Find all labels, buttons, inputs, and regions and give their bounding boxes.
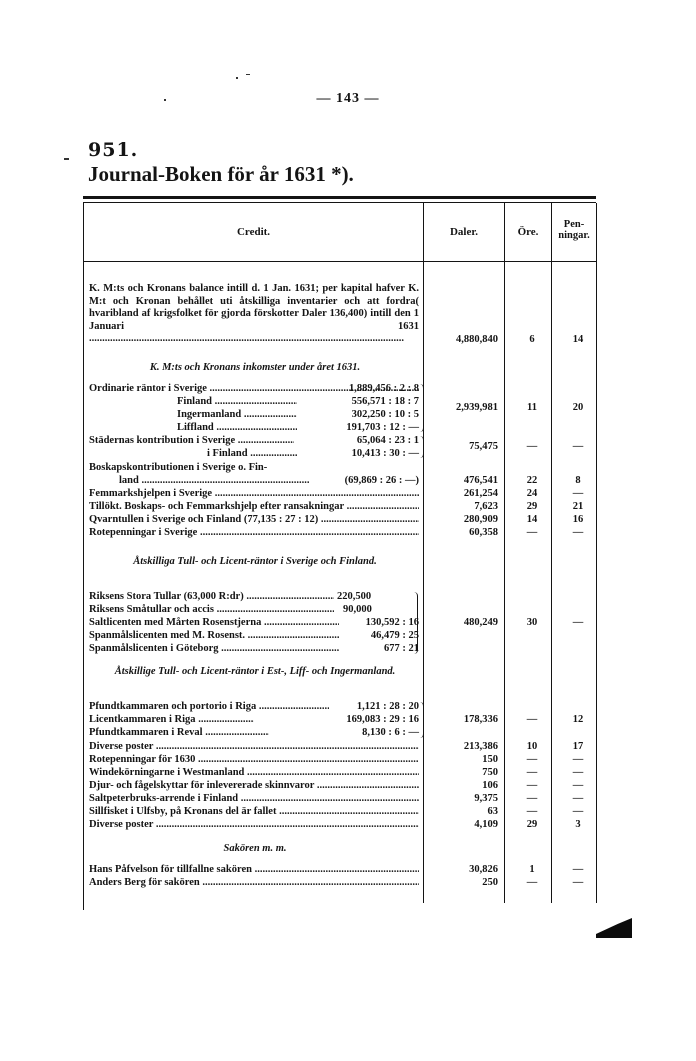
- section-heading-tolls-sweden: Åtskilliga Tull- och Licent-räntor i Sverige och Finland.: [133, 556, 377, 567]
- table-row: Boskapskontributionen i Sverige o. Fin-: [89, 462, 268, 473]
- table-row: Pfundtkammaren i Reval ..... 8,130 : 6 : —: [89, 726, 595, 739]
- ore-header: Öre.: [517, 226, 539, 238]
- table-row: Pfundtkammaren och portorio i Riga ..... 1,121 : 28 : 20: [89, 700, 595, 713]
- table-row: land ..... (69,869 : 26 : —) 476,541 22 8: [89, 474, 595, 487]
- section-heading-income: K. M:ts och Kronans inkomster under året 1631.: [149, 362, 361, 373]
- opening-balance-values: 4,880,840 6 14: [456, 334, 584, 345]
- table-row: Sillfisket i Ulfsby, på Kronans del är fallet ..... 63 — —: [89, 805, 595, 818]
- section-heading-tolls-baltic: Åtskillige Tull- och Licent-räntor i Est-, Liff- och Ingermanland.: [114, 666, 396, 677]
- group-total: 178,336 — 12: [463, 714, 584, 725]
- table-row: Anders Berg för sakören ..... 250 — —: [89, 876, 595, 889]
- header-rule: [84, 261, 596, 262]
- table-row: Femmarkshjelpen i Sverige ..... 261,254 24 —: [89, 487, 595, 500]
- table-row: Saltpeterbruks-arrende i Finland ..... 9,375 — —: [89, 792, 595, 805]
- page-corner-mark: [596, 918, 632, 938]
- document-number: 951.: [88, 139, 139, 161]
- scan-speck: [164, 99, 166, 101]
- table-row: Ingermanland ..... 302,250 : 10 : 5: [89, 408, 595, 421]
- scan-speck: [246, 74, 250, 75]
- table-row: Spanmålslicenten i Göteborg ..... 677 : 21: [89, 642, 595, 655]
- group-total: 480,249 30 —: [463, 617, 584, 628]
- table-row: Saltlicenten med Mårten Rosenstjerna ..... 130,592 : 16: [89, 616, 595, 629]
- section-heading-fines: Sakören m. m.: [223, 843, 287, 854]
- group-total: 75,475 — —: [469, 441, 584, 452]
- table-row: Djur- och fågelskyttar för inlevererade skinnvaror ..... 106 — —: [89, 779, 595, 792]
- penningar-header: Pen-ningar.: [558, 219, 590, 241]
- top-rule-thin: [83, 202, 596, 203]
- table-row: Liffland ..... 191,703 : 12 : —: [89, 421, 595, 434]
- table-row: Rotepenningar i Sverige ..... 60,358 — —: [89, 526, 595, 539]
- table-row: Städernas kontribution i Sverige ..... 65,064 : 23 : 1: [89, 434, 595, 447]
- table-row: Riksens Stora Tullar (63,000 R:dr) ..... 220,500: [89, 590, 595, 603]
- table-row: Finland ..... 556,571 : 18 : 7: [89, 395, 595, 408]
- table-row: Diverse poster ..... 4,109 29 3: [89, 818, 595, 831]
- table-row: i Finland ..... 10,413 : 30 : —: [89, 447, 595, 460]
- table-row: Tillökt. Boskaps- och Femmarkshjelp efter ransakningar ..... 7,623 29 21: [89, 500, 595, 513]
- top-rule: [83, 196, 596, 199]
- scan-speck: [64, 158, 69, 160]
- table-row: Licentkammaren i Riga ..... 169,083 : 29 : 16: [89, 713, 595, 726]
- left-border: [83, 203, 84, 910]
- table-row: Windekörningarne i Westmanland ..... 750 — —: [89, 766, 595, 779]
- daler-header: Daler.: [449, 226, 478, 238]
- table-row: Hans Påfvelson för tillfallne sakören ..... 30,826 1 —: [89, 863, 595, 876]
- table-row: Diverse poster ..... 213,386 10 17: [89, 740, 595, 753]
- table-row: Rotepenningar för 1630 ..... 150 — —: [89, 753, 595, 766]
- opening-balance-text: K. M:ts och Kronans balance intill d. 1 Jan. 1631; per kapital hafver K. M:t och Kronan behållet uti åtskilliga inventarier och att fordra( hvaribland af krigsfolket för gjorda förskotter Daler 136,400) intill den 1 Januari 1631 .....: [89, 283, 419, 346]
- table-row: Riksens Småtullar och accis ..... 90,000: [89, 603, 595, 616]
- group-total: 2,939,981 11 20: [456, 402, 584, 413]
- table-row: Spanmålslicenten med M. Rosenst. ..... 46,479 : 25: [89, 629, 595, 642]
- table-row: Qvarntullen i Sverige och Finland (77,135 : 27 : 12) ..... 280,909 14 16: [89, 513, 595, 526]
- table-row: Ordinarie räntor i Sverige ..... 1,889,456 : 2 : 8: [89, 382, 595, 395]
- scan-speck: [236, 77, 238, 79]
- page-number: — 143 —: [316, 91, 380, 106]
- document-title: Journal-Boken för år 1631 *).: [88, 162, 354, 186]
- credit-header: Credit.: [236, 226, 271, 238]
